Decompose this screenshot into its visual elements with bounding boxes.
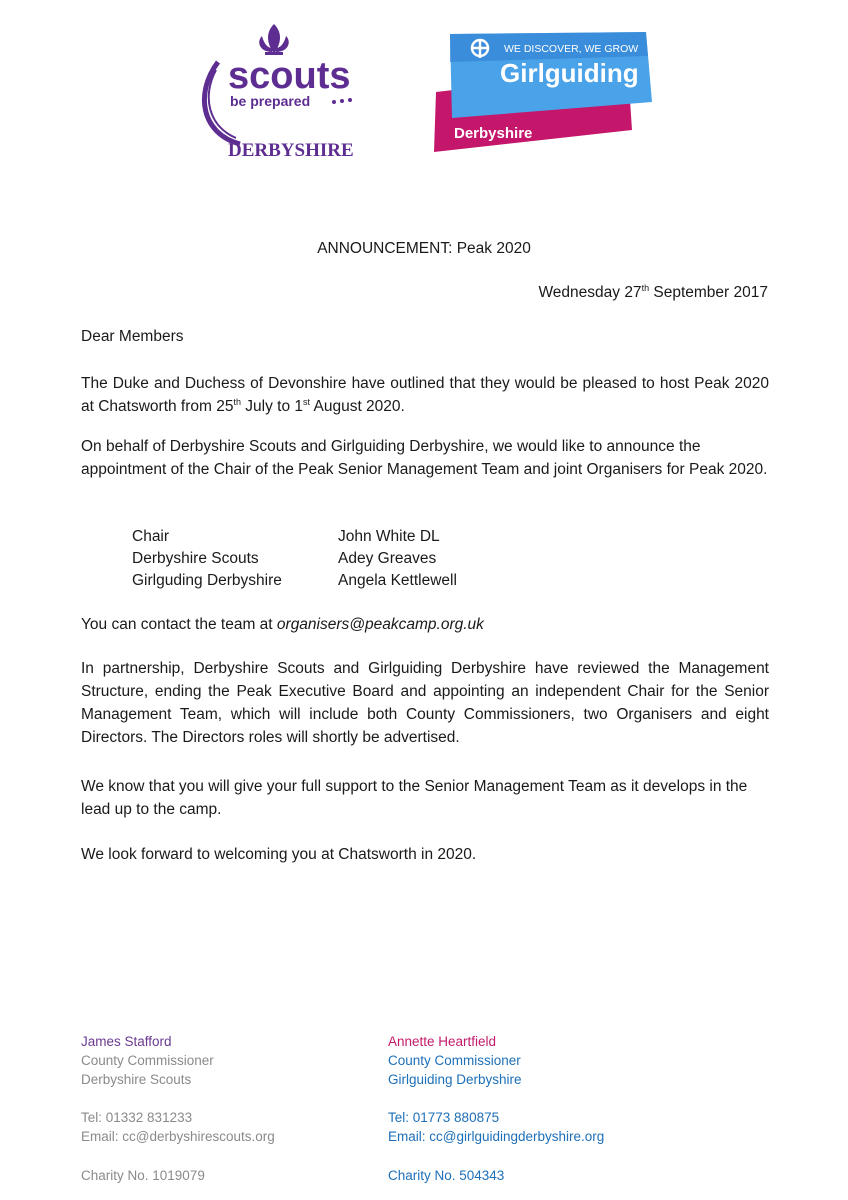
- contact-line: You can contact the team at organisers@peakcamp.org.uk: [81, 616, 484, 633]
- letter-date: Wednesday 27th September 2017: [538, 283, 768, 301]
- appointment-role: Girlguding Derbyshire: [132, 572, 282, 589]
- appointment-role: Chair: [132, 528, 170, 545]
- paragraph-appointment: On behalf of Derbyshire Scouts and Girlguiding Derbyshire, we would like to announce the appointment of the Chair of the Peak Senior Management Team and joint Organisers for Peak 2020.: [81, 438, 768, 478]
- svg-text:be prepared: be prepared: [230, 93, 311, 109]
- paragraph-support: We know that you will give your full support to the Senior Management Team as it develops in the lead up to the camp.: [81, 778, 748, 818]
- paragraph-structure: In partnership, Derbyshire Scouts and Girlguiding Derbyshire have reviewed the Management Structure, ending the Peak Executive Board and appointing an independent Chair for the Senior Management Team, which will include both County Commissioners, two Organisers and eight Directors. The Directors roles will shortly be advertised.: [81, 660, 769, 746]
- trefoil-icon: [472, 40, 488, 58]
- svg-text:WE DISCOVER, WE GROW: WE DISCOVER, WE GROW: [504, 43, 639, 55]
- salutation: Dear Members: [81, 328, 184, 345]
- charity-number: Charity No. 1019079: [81, 1168, 205, 1183]
- signatory-email[interactable]: Email: cc@derbyshirescouts.org: [81, 1129, 275, 1144]
- signatory-org: Derbyshire Scouts: [81, 1072, 192, 1087]
- girlguiding-derbyshire-logo: [428, 26, 658, 158]
- scouts-derbyshire-logo: [192, 22, 372, 172]
- svg-text:DERBYSHIRE: DERBYSHIRE: [228, 140, 354, 161]
- fleur-de-lis-icon: [259, 24, 289, 55]
- signatory-org: Girlguiding Derbyshire: [388, 1072, 522, 1087]
- announcement-title: ANNOUNCEMENT: Peak 2020: [317, 240, 531, 257]
- signatory-tel: Tel: 01773 880875: [388, 1110, 500, 1125]
- svg-text:Girlguiding: Girlguiding: [500, 58, 639, 88]
- paragraph-host: The Duke and Duchess of Devonshire have outlined that they would be pleased to host Peak 2020 at Chatsworth from 25th July to 1st August 2020.: [81, 375, 769, 415]
- signatory-email[interactable]: Email: cc@girlguidingderbyshire.org: [388, 1129, 605, 1144]
- appointee-name: Adey Greaves: [338, 550, 437, 567]
- signatory-name: Annette Heartfield: [388, 1034, 497, 1049]
- signatory-title: County Commissioner: [388, 1053, 521, 1068]
- charity-number: Charity No. 504343: [388, 1168, 505, 1183]
- signatory-tel: Tel: 01332 831233: [81, 1110, 193, 1125]
- closing-line: We look forward to welcoming you at Chatsworth in 2020.: [81, 846, 477, 863]
- appointment-row: [132, 548, 457, 570]
- appointment-row: [132, 570, 457, 592]
- signatory-girlguiding: [388, 1032, 604, 1185]
- appointee-name: John White DL: [338, 528, 440, 545]
- appointee-name: Angela Kettlewell: [338, 572, 457, 589]
- svg-text:Derbyshire: Derbyshire: [454, 125, 533, 142]
- appointment-role: Derbyshire Scouts: [132, 550, 259, 567]
- svg-text:scouts: scouts: [228, 55, 351, 97]
- appointments-list: [132, 526, 457, 592]
- organisers-email-link[interactable]: organisers@peakcamp.org.uk: [276, 616, 484, 633]
- signatory-name: James Stafford: [81, 1034, 172, 1049]
- signatory-title: County Commissioner: [81, 1053, 214, 1068]
- signatory-scouts: [81, 1032, 275, 1185]
- appointment-row: [132, 526, 457, 548]
